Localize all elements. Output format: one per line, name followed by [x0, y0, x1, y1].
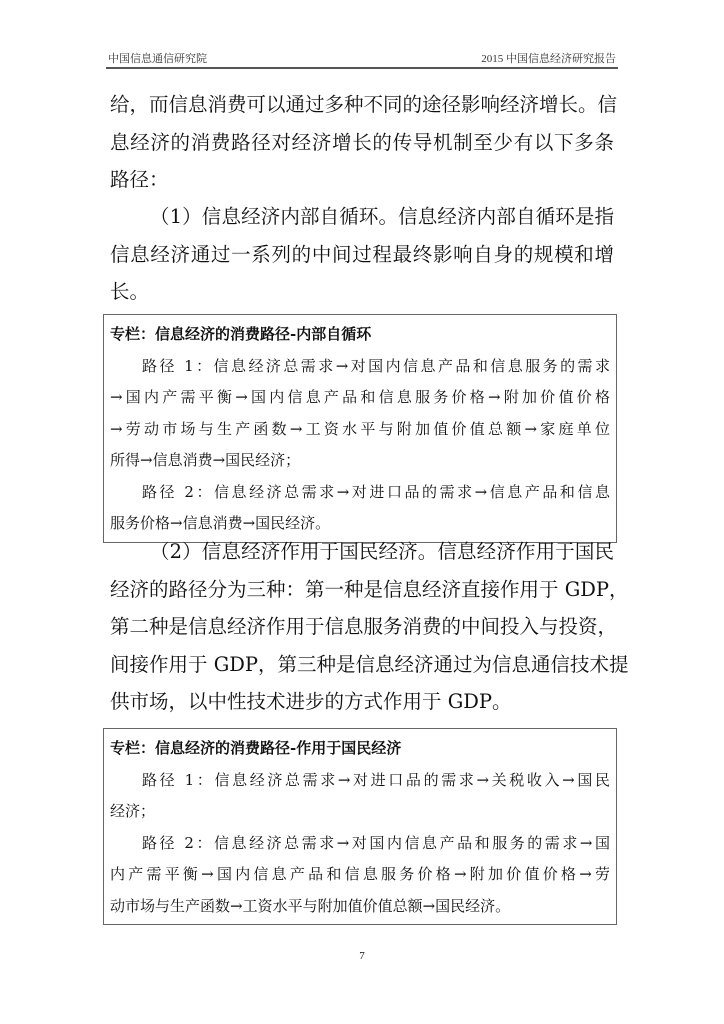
text-line: 息经济的消费路径对经济增长的传导机制至少有以下多条	[110, 130, 614, 154]
header-left: 中国信息通信研究院	[108, 53, 207, 65]
header-rule	[106, 67, 618, 69]
text-line: （1）信息经济内部自循环。信息经济内部自循环是指	[150, 205, 614, 228]
text-line: （2）信息经济作用于国民经济。信息经济作用于国民	[150, 540, 614, 563]
box-line: 服务价格→信息消费→国民经济。	[110, 514, 331, 532]
sidebar-box-internal-cycle	[103, 314, 617, 543]
box-line: 路径 2：信息经济总需求→对国内信息产品和服务的需求→国	[142, 833, 610, 852]
text-line: 给，而信息消费可以通过多种不同的途径影响经济增长。信	[110, 93, 618, 116]
box-line: 路径 1：信息经济总需求→对国内信息产品和信息服务的需求	[142, 356, 610, 375]
box-line: 所得→信息消费→国民经济；	[110, 451, 301, 469]
page-number: 7	[359, 950, 365, 962]
box-line: →劳动市场与生产函数→工资水平与附加值价值总额→家庭单位	[110, 419, 610, 438]
box-title: 专栏：信息经济的消费路径-内部自循环	[110, 325, 372, 343]
text-line: 路径：	[110, 168, 169, 191]
box-line: 内产需平衡→国内信息产品和信息服务价格→附加价值价格→劳	[110, 865, 610, 883]
intro-paragraph	[110, 86, 618, 199]
text-line: 长。	[110, 280, 150, 303]
sidebar-box-national-economy	[103, 728, 617, 925]
box-line: 路径 2：信息经济总需求→对进口品的需求→信息产品和信息	[142, 482, 610, 501]
paragraph-2	[110, 533, 629, 721]
box-title: 专栏：信息经济的消费路径-作用于国民经济	[110, 739, 402, 757]
box-line: →国内产需平衡→国内信息产品和信息服务价格→附加价值价格	[110, 388, 610, 406]
header-right: 2015 中国信息经济研究报告	[481, 53, 616, 65]
box-line: 动市场与生产函数→工资水平与附加值价值总额→国民经济。	[110, 896, 511, 915]
text-line: 供市场，以中性技术进步的方式作用于 GDP。	[110, 690, 512, 713]
text-line: 经济的路径分为三种：第一种是信息经济直接作用于 GDP，	[110, 577, 629, 601]
box-line: 经济；	[110, 802, 156, 820]
box-line: 路径 1：信息经济总需求→对进口品的需求→关税收入→国民	[142, 770, 610, 789]
text-line: 信息经济通过一系列的中间过程最终影响自身的规模和增	[110, 242, 614, 266]
text-line: 第二种是信息经济作用于信息服务消费的中间投入与投资，	[110, 615, 618, 638]
paragraph-1	[110, 198, 614, 311]
text-line: 间接作用于 GDP，第三种是信息经济通过为信息通信技术提	[110, 652, 629, 676]
